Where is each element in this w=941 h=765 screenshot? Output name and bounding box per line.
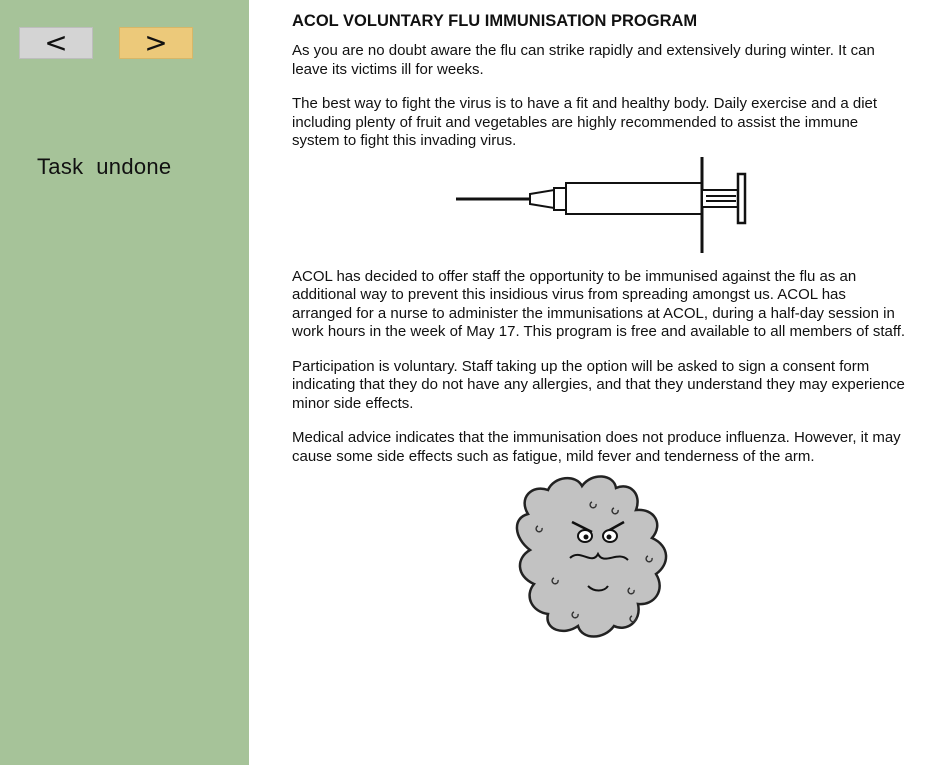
paragraph-1: As you are no doubt aware the flu can strike rapidly and extensively during winter. It can leave its victims ill for weeks. [292, 42, 875, 78]
document-content [292, 11, 908, 662]
germ-icon [292, 466, 908, 646]
paragraph-3: ACOL has decided to offer staff the opportunity to be immunised against the flu as an additional way to prevent this insidious virus from spreading amongst us. ACOL has arranged for a nurse to administer the immunisations at ACOL, during a half-day session in work hours in the week of May 17. This program is free and available to all members of staff. [292, 267, 906, 340]
document-title: ACOL VOLUNTARY FLU IMMUNISATION PROGRAM [292, 12, 698, 30]
previous-button[interactable]: < [19, 27, 93, 59]
paragraph-2: The best way to fight the virus is to have a fit and healthy body. Daily exercise and a diet including plenty of fruit and vegetables are highly recommended to assist the immune system to fight this invading virus. [292, 95, 878, 149]
syringe-illustration [292, 157, 908, 255]
paragraph-5: Medical advice indicates that the immunisation does not produce influenza. However, it may cause some side effects such as fatigue, mild fever and tenderness of the arm. [292, 429, 901, 465]
next-button[interactable]: > [119, 27, 193, 59]
syringe-icon [292, 157, 908, 255]
task-status: Task undone [37, 154, 172, 179]
paragraph-4: Participation is voluntary. Staff taking up the option will be asked to sign a consent form indicating that they do not have any allergies, and that they understand they may experience minor side effects. [292, 357, 905, 412]
germ-illustration [292, 482, 908, 662]
sidebar [0, 0, 249, 765]
